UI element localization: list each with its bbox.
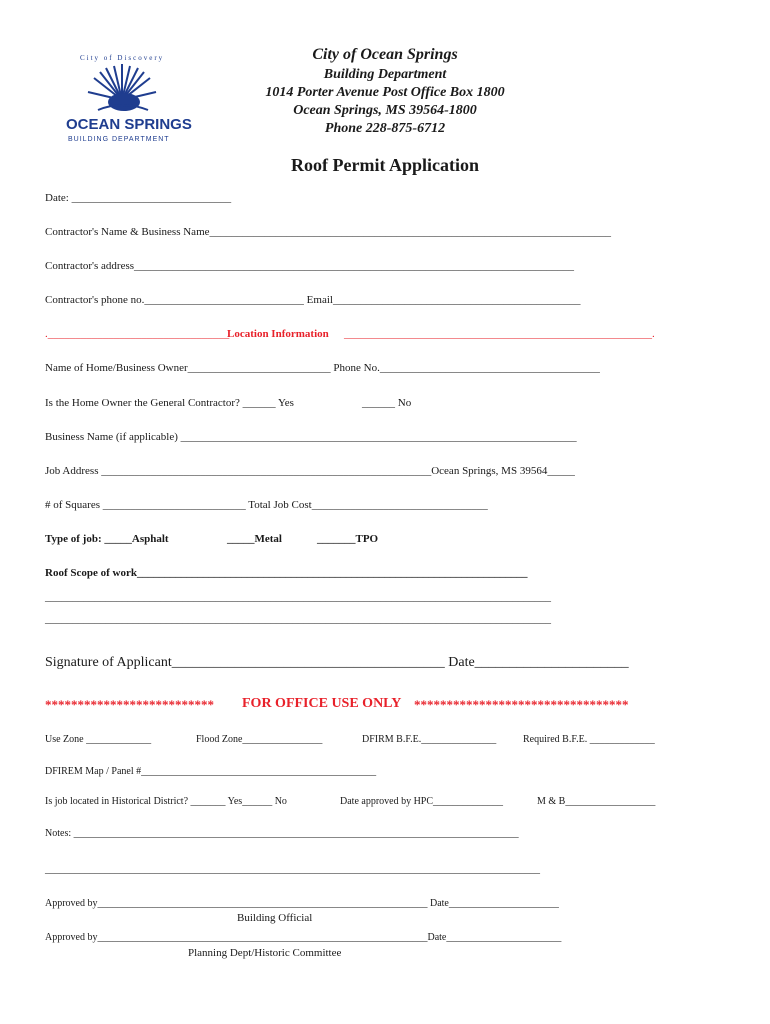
logo-subtitle: BUILDING DEPARTMENT xyxy=(68,136,170,143)
contractor-name-field[interactable]: Contractor's Name & Business Name_________________________________________________________________________ xyxy=(45,226,612,238)
header-address: 1014 Porter Avenue Post Office Box 1800 xyxy=(265,85,505,100)
header-city: City of Ocean Springs xyxy=(312,46,458,63)
flood-zone-field[interactable]: Flood Zone________________ xyxy=(196,734,323,745)
business-name-field[interactable]: Business Name (if applicable) ________________________________________________________________________ xyxy=(45,431,577,443)
date-field[interactable]: Date: _____________________________ xyxy=(45,192,232,204)
type-metal-field[interactable]: _____Metal xyxy=(227,533,282,545)
office-banner-right: ********************************* xyxy=(414,697,629,712)
header-city-state-zip: Ocean Springs, MS 39564-1800 xyxy=(293,103,477,118)
office-use-only-heading: FOR OFFICE USE ONLY xyxy=(242,696,402,711)
location-divider-left: ._________________________________ xyxy=(45,328,230,340)
logo-name: OCEAN SPRINGS xyxy=(66,116,192,133)
scope-line-2[interactable]: ____________________________________________________________________________________________ xyxy=(45,591,551,603)
dfirem-map-field[interactable]: DFIREM Map / Panel #_______________________________________________ xyxy=(45,766,377,777)
signature-date-field[interactable]: Signature of Applicant_______________________________________ Date______________________ xyxy=(45,655,629,670)
use-zone-field[interactable]: Use Zone _____________ xyxy=(45,734,152,745)
owner-gc-no-field[interactable]: ______ No xyxy=(362,397,412,409)
squares-cost-field[interactable]: # of Squares __________________________ Total Job Cost________________________________ xyxy=(45,499,488,511)
notes-line-2[interactable]: ___________________________________________________________________________________________________ xyxy=(45,864,540,875)
scope-line-3[interactable]: ____________________________________________________________________________________________ xyxy=(45,613,551,625)
approved-by-building-field[interactable]: Approved by__________________________________________________________________ Date______________________ xyxy=(45,898,559,909)
owner-phone-field[interactable]: Name of Home/Business Owner__________________________ Phone No.________________________________________ xyxy=(45,362,600,374)
location-information-heading: Location Information xyxy=(227,328,329,340)
building-official-caption: Building Official xyxy=(237,912,313,924)
logo-arc-text: City of Discovery xyxy=(80,54,165,62)
header-department: Building Department xyxy=(323,67,447,82)
owner-gc-yes-field[interactable]: Is the Home Owner the General Contractor? ______ Yes xyxy=(45,397,294,409)
location-divider-right: ________________________________________________________. xyxy=(344,328,655,340)
dfirm-bfe-field[interactable]: DFIRM B.F.E._______________ xyxy=(362,734,497,745)
planning-dept-caption: Planning Dept/Historic Committee xyxy=(188,947,342,959)
contractor-phone-email-field[interactable]: Contractor's phone no._____________________________ Email_____________________________________________ xyxy=(45,294,581,306)
notes-field[interactable]: Notes: _________________________________________________________________________________________ xyxy=(45,828,519,839)
historical-district-field[interactable]: Is job located in Historical District? _______ Yes______ No xyxy=(45,796,287,807)
page-title: Roof Permit Application xyxy=(291,155,479,175)
header-phone: Phone 228-875-6712 xyxy=(324,121,446,136)
required-bfe-field[interactable]: Required B.F.E. _____________ xyxy=(523,734,655,745)
contractor-address-field[interactable]: Contractor's address________________________________________________________________________________ xyxy=(45,260,575,272)
approved-by-planning-field[interactable]: Approved by__________________________________________________________________Date_______________________ xyxy=(45,932,562,943)
type-asphalt-field[interactable]: Type of job: _____Asphalt xyxy=(45,533,169,545)
hpc-date-field[interactable]: Date approved by HPC______________ xyxy=(340,796,504,807)
scope-of-work-field[interactable]: Roof Scope of work_______________________________________________________________________ xyxy=(45,567,528,579)
type-tpo-field[interactable]: _______TPO xyxy=(317,533,379,545)
job-address-field[interactable]: Job Address ____________________________________________________________Ocean Springs, MS 39564_____ xyxy=(45,465,575,477)
m-and-b-field[interactable]: M & B__________________ xyxy=(537,796,656,807)
office-banner-left: ************************** xyxy=(45,697,214,712)
